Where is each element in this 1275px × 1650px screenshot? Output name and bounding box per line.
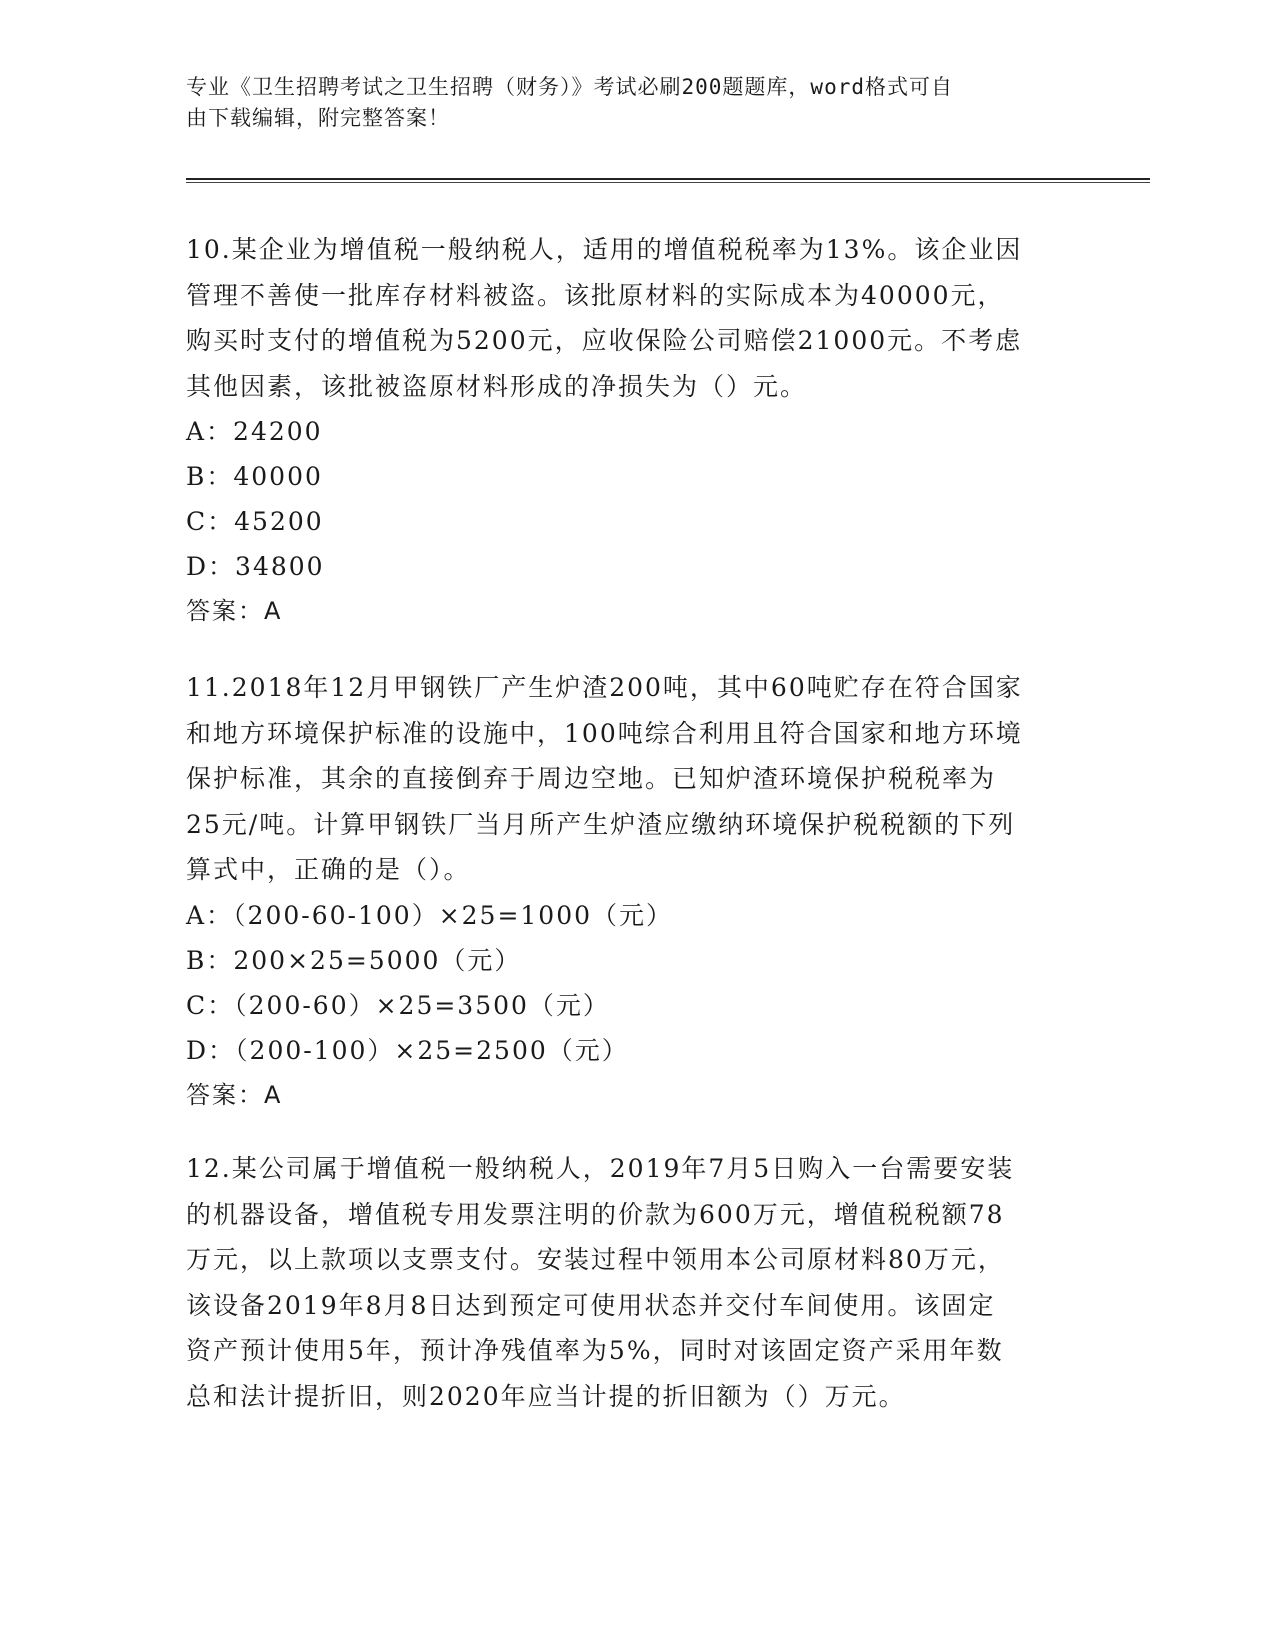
answer-label: 答案：A <box>186 1080 283 1109</box>
question-text-line: 10.某企业为增值税一般纳税人，适用的增值税税率为13%。该企业因 <box>186 235 1023 264</box>
header-divider-thin <box>186 182 1150 183</box>
question-text-line: 总和法计提折旧，则2020年应当计提的折旧额为（）万元。 <box>186 1381 906 1411</box>
question-text-line: 算式中，正确的是（）。 <box>186 855 471 884</box>
header-line: 由下载编辑，附完整答案！ <box>186 106 450 130</box>
option-b: B：40000 <box>186 462 323 491</box>
question-text-line: 其他因素，该批被盗原材料形成的净损失为（）元。 <box>186 371 808 401</box>
option-a: A：（200-60-100）×25=1000（元） <box>186 900 674 930</box>
question-text-line: 该设备2019年8月8日达到预定可使用状态并交付车间使用。该固定 <box>186 1290 996 1320</box>
question-10 <box>186 227 1086 634</box>
option-c: C：（200-60）×25=3500（元） <box>186 990 610 1020</box>
question-text-line: 和地方环境保护标准的设施中，100吨综合利用且符合国家和地方环境 <box>186 718 1023 748</box>
answer-label: 答案：A <box>186 597 283 625</box>
question-text-line: 资产预计使用5年，预计净残值率为5%，同时对该固定资产采用年数 <box>186 1336 1004 1365</box>
question-text-line: 的机器设备，增值税专用发票注明的价款为600万元，增值税税额78 <box>186 1199 1005 1229</box>
header-divider-thick <box>186 178 1150 180</box>
document-header <box>186 72 1066 134</box>
question-text-line: 购买时支付的增值税为5200元，应收保险公司赔偿21000元。不考虑 <box>186 326 1023 355</box>
question-12 <box>186 1146 1086 1419</box>
header-line: 专业《卫生招聘考试之卫生招聘（财务）》考试必刷200题题库，word格式可自 <box>186 75 953 99</box>
option-d: D：34800 <box>186 552 325 581</box>
question-text-line: 万元，以上款项以支票支付。安装过程中领用本公司原材料80万元， <box>186 1245 1005 1274</box>
question-text-line: 12.某公司属于增值税一般纳税人，2019年7月5日购入一台需要安装 <box>186 1154 1015 1183</box>
question-text-line: 保护标准，其余的直接倒弃于周边空地。已知炉渣环境保护税税率为 <box>186 764 997 793</box>
question-text-line: 管理不善使一批库存材料被盗。该批原材料的实际成本为40000元， <box>186 280 1005 310</box>
option-d: D：（200-100）×25=2500（元） <box>186 1035 629 1065</box>
option-a: A：24200 <box>186 417 323 446</box>
question-text-line: 25元/吨。计算甲钢铁厂当月所产生炉渣应缴纳环境保护税税额的下列 <box>186 809 1016 839</box>
question-text-line: 11.2018年12月甲钢铁厂产生炉渣200吨，其中60吨贮存在符合国家 <box>186 673 1023 702</box>
option-b: B：200×25=5000（元） <box>186 945 522 975</box>
option-c: C：45200 <box>186 507 324 536</box>
question-11 <box>186 665 1086 1118</box>
